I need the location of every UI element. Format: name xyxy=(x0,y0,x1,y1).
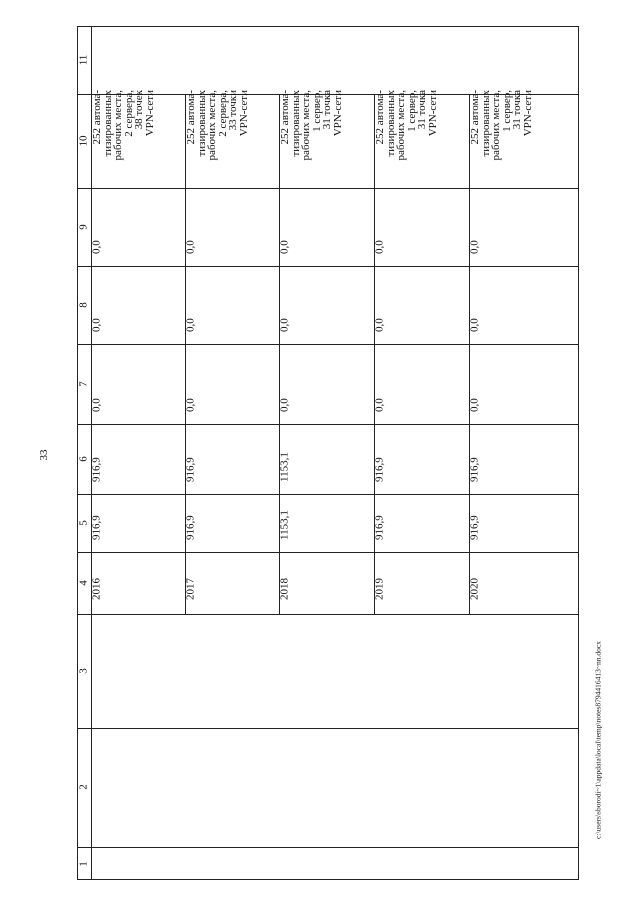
column-number: 8 xyxy=(77,302,90,308)
cell-col5: 916,9 xyxy=(90,515,103,540)
cell-note: 252 автома- тизированных рабочих места, 1 сервер, 31 точка VPN-сети xyxy=(279,90,344,161)
cell-col6: 1153,1 xyxy=(278,452,291,482)
cell-col8: 0,0 xyxy=(468,318,481,332)
column-number: 9 xyxy=(77,224,90,230)
cell-col8: 0,0 xyxy=(278,318,291,332)
cell-col5: 916,9 xyxy=(468,515,481,540)
cell-year: 2016 xyxy=(90,578,103,600)
cell-col6: 916,9 xyxy=(184,457,197,482)
cell-col6: 916,9 xyxy=(90,457,103,482)
cell-note: 252 автома- тизированных рабочих места, 2 сервера, 33 точки VPN-сети xyxy=(185,90,250,161)
col-sep-4-3 xyxy=(77,614,579,615)
cell-col9: 0,0 xyxy=(468,240,481,254)
column-number: 10 xyxy=(77,135,90,147)
cell-year: 2017 xyxy=(184,578,197,600)
cell-year: 2018 xyxy=(278,578,291,600)
page-number: 33 xyxy=(38,449,50,461)
cell-col9: 0,0 xyxy=(373,240,386,254)
cell-col6: 916,9 xyxy=(468,457,481,482)
column-number: 3 xyxy=(77,668,90,674)
column-number: 7 xyxy=(77,381,90,387)
cell-col7: 0,0 xyxy=(278,398,291,412)
cell-note: 252 автома- тизированных рабочих места, 1 сервер, 31 точка VPN-сети xyxy=(374,90,439,161)
cell-col8: 0,0 xyxy=(90,318,103,332)
cell-col6: 916,9 xyxy=(373,457,386,482)
footer-file-path: c:\users\sborodi~1\appdata\local\temp\notes8794416413~nn.docx xyxy=(593,641,603,839)
cell-col5: 916,9 xyxy=(373,515,386,540)
cell-col5: 916,9 xyxy=(184,515,197,540)
cell-year: 2020 xyxy=(468,578,481,600)
cell-col7: 0,0 xyxy=(373,398,386,412)
cell-note: 252 автома- тизированных рабочих места, 1 сервер, 31 точка VPN-сети xyxy=(469,90,534,161)
col-sep-5-4 xyxy=(77,552,579,553)
cell-note: 252 автома- тизированных рабочих места, 2 сервера, 38 точек VPN-сети xyxy=(91,90,156,161)
col-sep-6-5 xyxy=(77,494,579,495)
col-sep-2-1 xyxy=(77,847,579,848)
cell-col7: 0,0 xyxy=(468,398,481,412)
column-number: 5 xyxy=(77,520,90,526)
cell-col7: 0,0 xyxy=(90,398,103,412)
cell-col9: 0,0 xyxy=(184,240,197,254)
column-number: 6 xyxy=(77,456,90,462)
cell-year: 2019 xyxy=(373,578,386,600)
cell-col8: 0,0 xyxy=(373,318,386,332)
cell-col9: 0,0 xyxy=(90,240,103,254)
col-sep-7-6 xyxy=(77,424,579,425)
column-number: 2 xyxy=(77,784,90,790)
cell-col7: 0,0 xyxy=(184,398,197,412)
col-sep-8-7 xyxy=(77,344,579,345)
col-sep-3-2 xyxy=(77,728,579,729)
cell-col8: 0,0 xyxy=(184,318,197,332)
column-number: 1 xyxy=(77,861,90,867)
column-number: 4 xyxy=(77,580,90,586)
column-number: 11 xyxy=(77,54,90,66)
cell-col5: 1153,1 xyxy=(278,510,291,540)
col-sep-9-8 xyxy=(77,266,579,267)
cell-col9: 0,0 xyxy=(278,240,291,254)
